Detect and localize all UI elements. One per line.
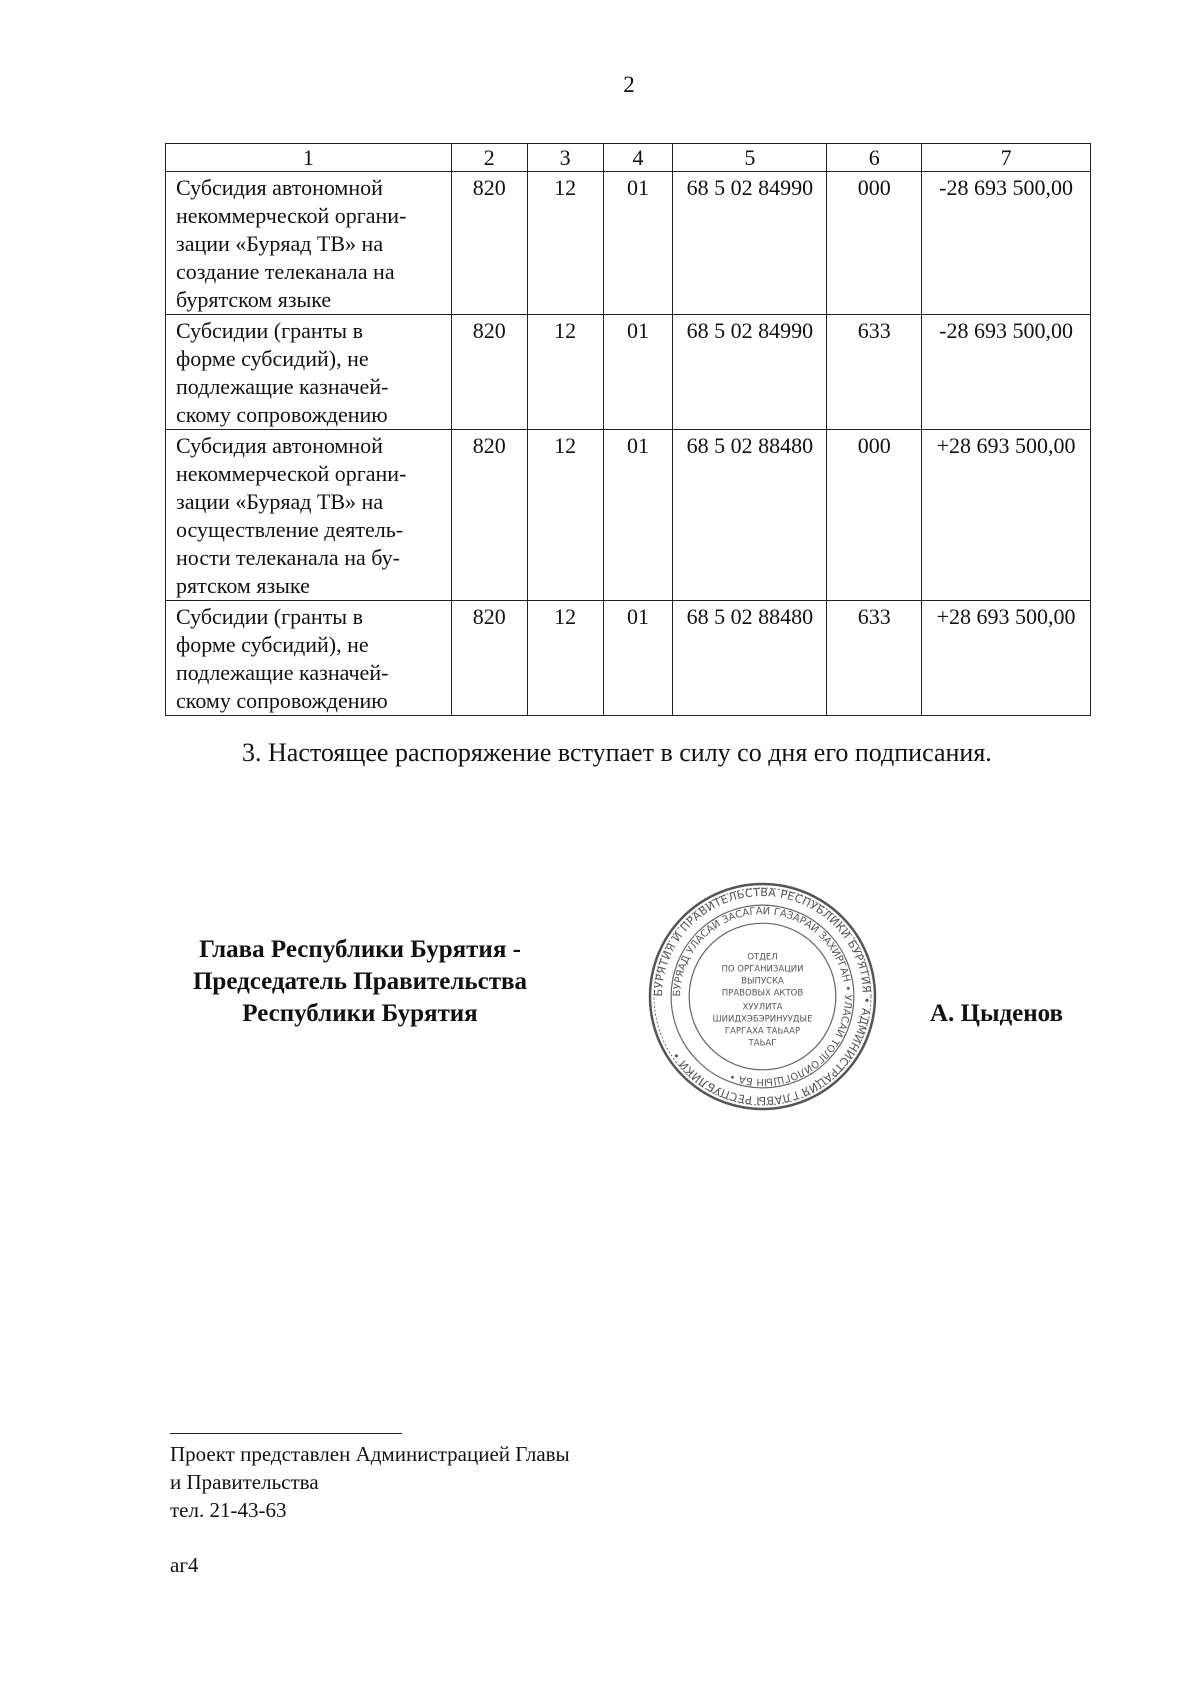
document-code: аг4 — [170, 1553, 199, 1577]
cell-amount: -28 693 500,00 — [922, 315, 1091, 430]
name-line: некоммерческой органи- — [176, 461, 407, 486]
signatory-title-line: Глава Республики Бурятия - — [199, 936, 521, 963]
cell-ministry: 820 — [451, 172, 527, 315]
cell-section: 12 — [527, 430, 603, 601]
header-cell: 5 — [673, 144, 827, 172]
svg-text:ПРАВОВЫХ АКТОВ: ПРАВОВЫХ АКТОВ — [721, 988, 804, 999]
svg-text:ПО ОРГАНИЗАЦИИ: ПО ОРГАНИЗАЦИИ — [721, 964, 804, 975]
row-name-cell — [166, 601, 452, 716]
footnote-line: и Правительства — [170, 1470, 319, 1494]
footnote-divider — [170, 1433, 402, 1434]
cell-target-item: 68 5 02 88480 — [673, 430, 827, 601]
cell-amount: +28 693 500,00 — [922, 601, 1091, 716]
cell-amount: -28 693 500,00 — [922, 172, 1091, 315]
name-line: подлежащие казначей- — [176, 374, 389, 399]
svg-text:ГАРГАХА ТАЬААР: ГАРГАХА ТАЬААР — [724, 1026, 801, 1037]
svg-text:ОТДЕЛ: ОТДЕЛ — [747, 952, 778, 963]
svg-text:ТАЬАГ: ТАЬАГ — [748, 1038, 777, 1049]
cell-expense-type: 000 — [827, 172, 922, 315]
name-line: подлежащие казначей- — [176, 660, 389, 685]
name-line: Субсидия автономной — [176, 175, 383, 200]
svg-text:ШИИДХЭБЭРИНУУДЫЕ: ШИИДХЭБЭРИНУУДЫЕ — [712, 1014, 813, 1025]
header-cell: 2 — [451, 144, 527, 172]
name-line: зации «Буряад ТВ» на — [176, 231, 384, 256]
page-number: 2 — [623, 72, 635, 97]
table-header-row — [166, 144, 1091, 172]
clause-3: 3. Настоящее распоряжение вступает в силу со дня его подписания. — [242, 738, 992, 767]
footnote — [170, 1440, 570, 1524]
header-cell: 3 — [527, 144, 603, 172]
table-row — [166, 430, 1091, 601]
cell-section: 12 — [527, 172, 603, 315]
cell-expense-type: 633 — [827, 601, 922, 716]
header-cell: 7 — [922, 144, 1091, 172]
row-name-cell — [166, 430, 452, 601]
signatory-title-line: Председатель Правительства — [192, 968, 528, 995]
cell-amount: +28 693 500,00 — [922, 430, 1091, 601]
seal-inner-text: БУРЯАД УЛАСАЙ ЗАСАГАЙ ГАЗАРАЙ ЗАХИРГАН • УЛАСАЙ ТОЛГОЙЛОГШЫН БА • — [672, 906, 853, 1087]
row-name-cell — [166, 315, 452, 430]
name-line: некоммерческой органи- — [176, 203, 407, 228]
cell-target-item: 68 5 02 84990 — [673, 315, 827, 430]
name-line: форме субсидий), не — [176, 346, 369, 371]
header-cell: 6 — [827, 144, 922, 172]
cell-subsection: 01 — [603, 601, 673, 716]
name-line: скому сопровождению — [176, 688, 388, 713]
budget-table — [165, 143, 1091, 716]
signatory-title-line: Республики Бурятия — [242, 1000, 478, 1027]
name-line: бурятском языке — [176, 287, 332, 312]
cell-expense-type: 633 — [827, 315, 922, 430]
name-line: форме субсидий), не — [176, 632, 369, 657]
name-line: Субсидия автономной — [176, 433, 383, 458]
cell-target-item: 68 5 02 84990 — [673, 172, 827, 315]
footnote-line: тел. 21-43-63 — [170, 1498, 287, 1522]
header-cell: 1 — [166, 144, 452, 172]
name-line: осуществление деятель- — [176, 517, 404, 542]
table-row — [166, 315, 1091, 430]
name-line: Субсидии (гранты в — [176, 604, 363, 629]
cell-subsection: 01 — [603, 315, 673, 430]
cell-ministry: 820 — [451, 430, 527, 601]
seal-center-text — [713, 952, 813, 1048]
name-line: создание телеканала на — [176, 259, 395, 284]
cell-section: 12 — [527, 315, 603, 430]
svg-text:ХУУЛИТА: ХУУЛИТА — [742, 1002, 783, 1013]
name-line: Субсидии (гранты в — [176, 318, 363, 343]
signatory-name: А. Цыденов — [930, 1000, 1064, 1027]
signatory-title — [170, 934, 550, 1030]
svg-text:ВЫПУСКА: ВЫПУСКА — [741, 976, 784, 987]
row-name-cell — [166, 172, 452, 315]
footnote-line: Проект представлен Администрацией Главы — [170, 1442, 570, 1466]
table-row — [166, 172, 1091, 315]
name-line: зации «Буряад ТВ» на — [176, 489, 384, 514]
cell-ministry: 820 — [451, 315, 527, 430]
name-line: скому сопровождению — [176, 402, 388, 427]
seal-outer-text: БУРЯТИЯ И ПРАВИТЕЛЬСТВА РЕСПУБЛИКИ БУРЯТИЯ • АДМИНИСТРАЦИЯ ГЛАВЫ РЕСПУБЛИКИ • — [651, 885, 873, 1108]
name-line: рятском языке — [176, 573, 310, 598]
name-line: ности телеканала на бу- — [176, 545, 400, 570]
cell-subsection: 01 — [603, 172, 673, 315]
cell-subsection: 01 — [603, 430, 673, 601]
header-cell: 4 — [603, 144, 673, 172]
official-seal — [647, 881, 878, 1112]
cell-section: 12 — [527, 601, 603, 716]
cell-ministry: 820 — [451, 601, 527, 716]
cell-target-item: 68 5 02 88480 — [673, 601, 827, 716]
cell-expense-type: 000 — [827, 430, 922, 601]
table-row — [166, 601, 1091, 716]
